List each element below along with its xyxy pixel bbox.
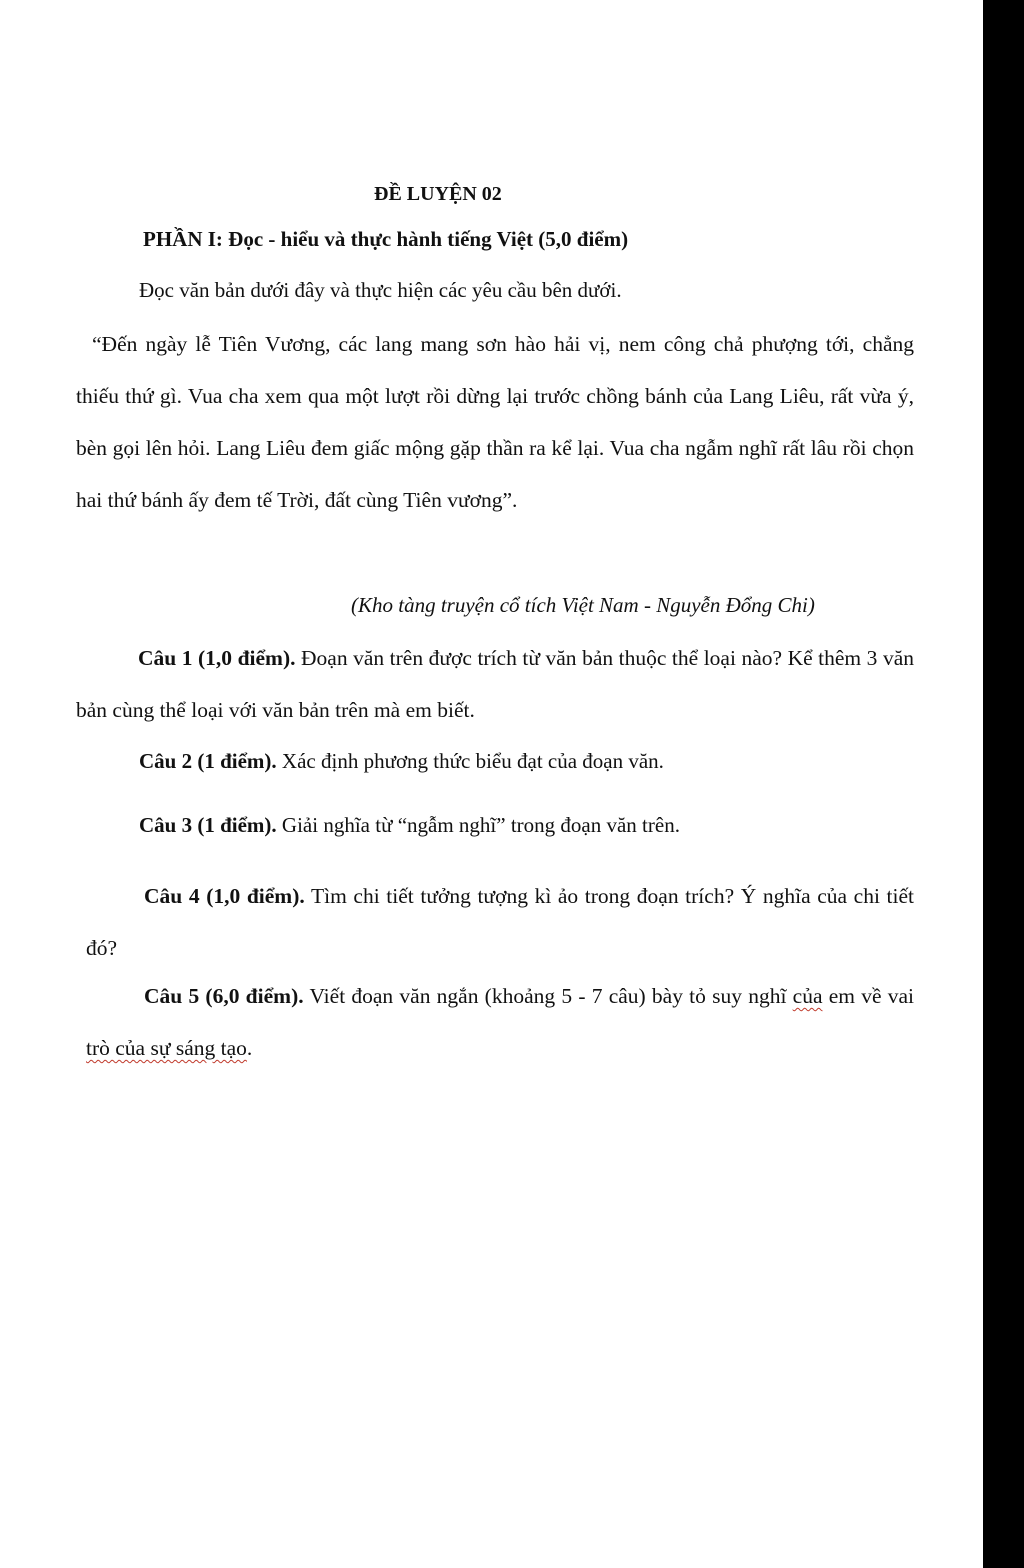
passage-source: (Kho tàng truyện cổ tích Việt Nam - Nguyễn Đổng Chi) [351, 593, 815, 617]
spellcheck-word: của [792, 984, 823, 1008]
screen-edge [983, 0, 1024, 1568]
question-2-text: Xác định phương thức biểu đạt của đoạn văn. [276, 749, 664, 773]
question-5 [86, 970, 914, 1074]
question-5-text-end: . [246, 1036, 253, 1060]
question-3-label: Câu 3 (1 điểm). [139, 813, 277, 837]
question-1 [76, 632, 914, 736]
reading-passage: “Đến ngày lễ Tiên Vương, các lang mang sơn hào hải vị, nem công chả phượng tới, chẳng thiếu thứ gì. Vua cha xem qua một lượt rồi dừng lại trước chồng bánh của Lang Liêu, rất vừa ý, bèn gọi lên hỏi. Lang Liêu đem giấc mộng gặp thần ra kể lại. Vua cha ngẫm nghĩ rất lâu rồi chọn hai thứ bánh ấy đem tế Trời, đất cùng Tiên vương”. [76, 332, 914, 512]
question-1-text: Đoạn văn trên được trích từ văn bản thuộc thể loại nào? Kể thêm 3 văn bản cùng thể loại với văn bản trên mà em biết. [76, 646, 914, 722]
question-5-text-mid: em về vai [822, 984, 914, 1008]
document-title: ĐỀ LUYỆN 02 [374, 183, 502, 205]
question-3-text: Giải nghĩa từ “ngẫm nghĩ” trong đoạn văn trên. [276, 813, 680, 837]
question-2-label: Câu 2 (1 điểm). [139, 749, 277, 773]
question-3 [139, 811, 680, 839]
question-5-text: Viết đoạn văn ngắn (khoảng 5 - 7 câu) bày tỏ suy nghĩ [303, 984, 793, 1008]
question-4 [86, 870, 914, 974]
reading-instruction: Đọc văn bản dưới đây và thực hiện các yêu cầu bên dưới. [139, 278, 622, 302]
spellcheck-phrase: trò của sự sáng tạo [86, 1036, 247, 1060]
question-4-text: Tìm chi tiết tưởng tượng kì ảo trong đoạn trích? Ý nghĩa của chi tiết đó? [86, 884, 915, 960]
part-heading: PHẦN I: Đọc - hiểu và thực hành tiếng Việt (5,0 điểm) [143, 227, 629, 251]
question-2 [139, 747, 664, 775]
question-1-label: Câu 1 (1,0 điểm). [138, 646, 296, 670]
question-4-label: Câu 4 (1,0 điểm). [144, 884, 305, 908]
question-5-label: Câu 5 (6,0 điểm). [144, 984, 304, 1008]
